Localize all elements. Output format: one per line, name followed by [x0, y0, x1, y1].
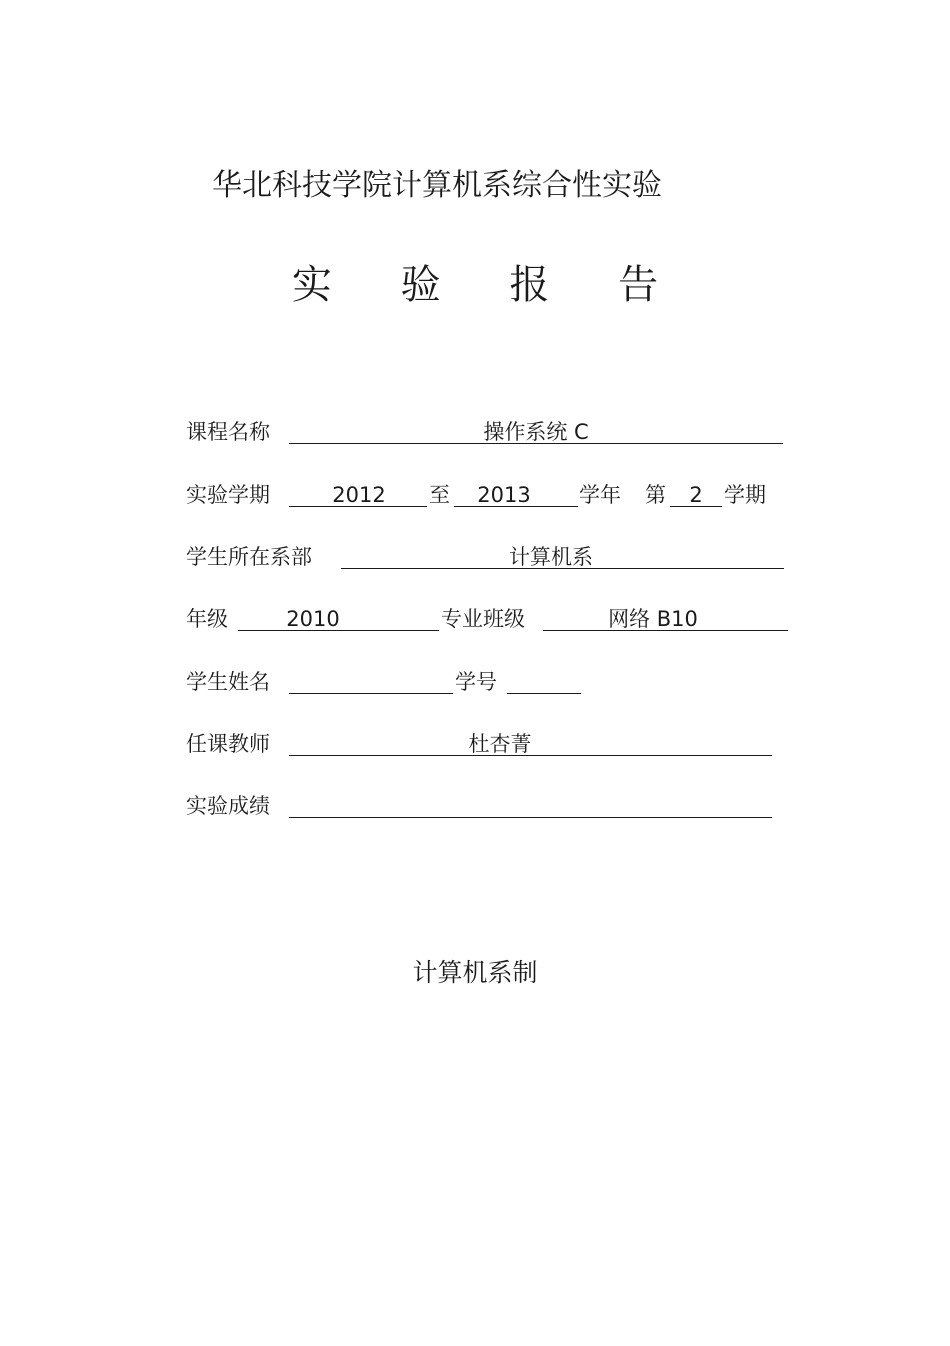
term-year-label: 学年	[579, 483, 621, 507]
term-label: 实验学期	[186, 483, 270, 507]
grade-underline	[238, 630, 439, 631]
score-label: 实验成绩	[186, 794, 270, 818]
department-label: 学生所在系部	[186, 545, 312, 569]
issuer-footer: 计算机系制	[412, 958, 538, 987]
student-id-underline	[507, 693, 581, 694]
department-value: 计算机系	[509, 545, 593, 569]
term-semester-label: 学期	[724, 483, 766, 507]
teacher-value: 杜杏菁	[468, 732, 532, 756]
term-from-underline	[289, 506, 427, 507]
term-nth-label: 第	[645, 483, 666, 507]
department-underline	[341, 568, 784, 569]
major-class-underline	[543, 630, 788, 631]
course-label: 课程名称	[186, 420, 270, 444]
grade-value: 2010	[286, 607, 340, 631]
score-underline	[289, 817, 772, 818]
term-semester-underline	[670, 506, 722, 507]
major-class-value: 网络 B10	[608, 607, 698, 631]
term-to-label: 至	[429, 483, 450, 507]
term-to-year: 2013	[477, 483, 531, 507]
term-semester: 2	[689, 483, 703, 507]
student-id-label: 学号	[455, 670, 497, 694]
student-name-label: 学生姓名	[186, 670, 270, 694]
teacher-label: 任课教师	[186, 732, 270, 756]
report-title: 实 验 报 告	[291, 262, 687, 308]
course-value: 操作系统 C	[483, 420, 589, 444]
course-underline	[289, 443, 783, 444]
grade-label: 年级	[186, 607, 228, 631]
term-to-underline	[454, 506, 578, 507]
school-title: 华北科技学院计算机系综合性实验	[212, 168, 662, 203]
teacher-underline	[289, 755, 772, 756]
term-from-year: 2012	[332, 483, 386, 507]
major-class-label: 专业班级	[441, 607, 525, 631]
student-name-underline	[289, 693, 453, 694]
